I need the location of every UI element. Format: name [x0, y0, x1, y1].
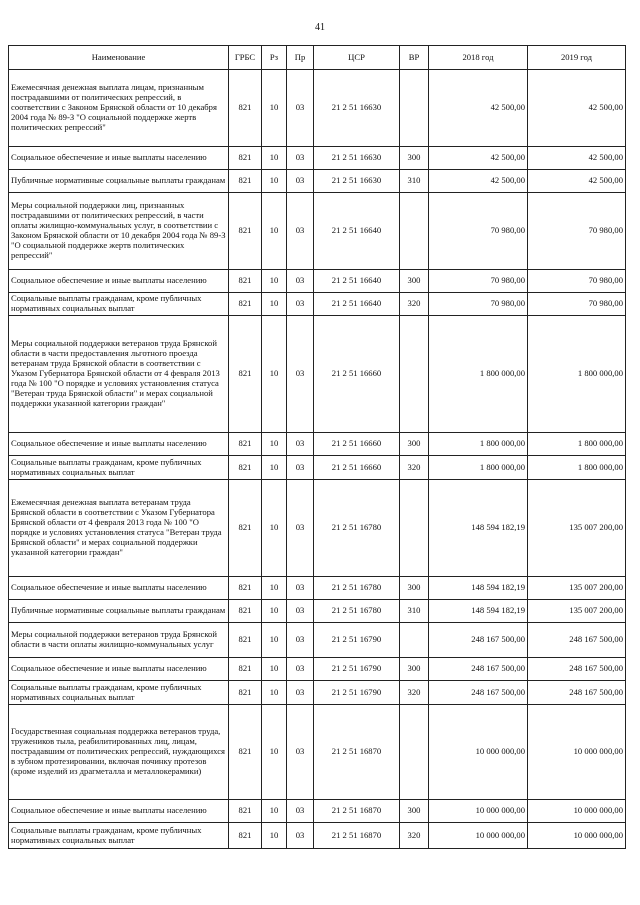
cell-name: Социальные выплаты гражданам, кроме публичных нормативных социальных выплат [9, 293, 229, 316]
cell-2019: 135 007 200,00 [528, 600, 626, 623]
cell-name: Ежемесячная денежная выплата ветеранам труда Брянской области в соответствии с Указом Губернатора Брянской области от 4 февраля 2013 года № 100 "О порядке и условиях установления статуса "Ветеран труда Брянской области" и мерах социальной поддержки указанной категории граждан" [9, 480, 229, 577]
cell-grbs: 821 [229, 705, 262, 800]
cell-grbs: 821 [229, 316, 262, 433]
cell-rz: 10 [262, 658, 287, 681]
cell-2018: 148 594 182,19 [429, 600, 528, 623]
table-row [9, 170, 626, 193]
cell-rz: 10 [262, 480, 287, 577]
cell-name: Социальное обеспечение и иные выплаты населению [9, 270, 229, 293]
cell-2019: 1 800 000,00 [528, 433, 626, 456]
header-grbs: ГРБС [229, 46, 262, 70]
cell-rz: 10 [262, 70, 287, 147]
cell-grbs: 821 [229, 193, 262, 270]
cell-2019: 70 980,00 [528, 293, 626, 316]
cell-vr: 300 [400, 577, 429, 600]
cell-2018: 10 000 000,00 [429, 823, 528, 849]
header-csr: ЦСР [314, 46, 400, 70]
table-header-row [9, 46, 626, 70]
cell-csr: 21 2 51 16780 [314, 600, 400, 623]
cell-rz: 10 [262, 270, 287, 293]
cell-vr: 310 [400, 600, 429, 623]
table-row [9, 293, 626, 316]
table-row [9, 600, 626, 623]
cell-pr: 03 [287, 600, 314, 623]
cell-pr: 03 [287, 577, 314, 600]
cell-rz: 10 [262, 316, 287, 433]
cell-grbs: 821 [229, 147, 262, 170]
cell-name: Публичные нормативные социальные выплаты гражданам [9, 170, 229, 193]
cell-grbs: 821 [229, 480, 262, 577]
cell-rz: 10 [262, 800, 287, 823]
cell-pr: 03 [287, 293, 314, 316]
cell-csr: 21 2 51 16780 [314, 480, 400, 577]
cell-grbs: 821 [229, 170, 262, 193]
cell-vr: 320 [400, 681, 429, 705]
cell-grbs: 821 [229, 823, 262, 849]
cell-csr: 21 2 51 16630 [314, 70, 400, 147]
cell-2018: 248 167 500,00 [429, 658, 528, 681]
page-number: 41 [315, 22, 325, 33]
cell-pr: 03 [287, 170, 314, 193]
cell-2018: 248 167 500,00 [429, 623, 528, 658]
table-row [9, 433, 626, 456]
cell-csr: 21 2 51 16790 [314, 623, 400, 658]
cell-name: Социальное обеспечение и иные выплаты населению [9, 147, 229, 170]
cell-vr: 300 [400, 147, 429, 170]
cell-pr: 03 [287, 147, 314, 170]
cell-rz: 10 [262, 623, 287, 658]
table-row [9, 705, 626, 800]
cell-2018: 148 594 182,19 [429, 577, 528, 600]
cell-vr: 300 [400, 433, 429, 456]
cell-vr: 310 [400, 170, 429, 193]
table-row [9, 623, 626, 658]
table-row [9, 577, 626, 600]
cell-2018: 42 500,00 [429, 147, 528, 170]
table-row [9, 480, 626, 577]
cell-vr [400, 623, 429, 658]
table-row [9, 456, 626, 480]
cell-vr: 320 [400, 823, 429, 849]
cell-vr: 300 [400, 270, 429, 293]
cell-name: Социальное обеспечение и иные выплаты населению [9, 433, 229, 456]
cell-2018: 10 000 000,00 [429, 705, 528, 800]
cell-2019: 42 500,00 [528, 147, 626, 170]
cell-2018: 148 594 182,19 [429, 480, 528, 577]
cell-csr: 21 2 51 16780 [314, 577, 400, 600]
cell-pr: 03 [287, 480, 314, 577]
cell-2019: 70 980,00 [528, 270, 626, 293]
table-row [9, 193, 626, 270]
cell-name: Социальное обеспечение и иные выплаты населению [9, 800, 229, 823]
table-row [9, 316, 626, 433]
cell-csr: 21 2 51 16660 [314, 316, 400, 433]
cell-csr: 21 2 51 16660 [314, 433, 400, 456]
cell-2019: 135 007 200,00 [528, 577, 626, 600]
cell-csr: 21 2 51 16640 [314, 193, 400, 270]
table-row [9, 823, 626, 849]
cell-name: Меры социальной поддержки ветеранов труда Брянской области в части предоставления льготного проезда ветеранам труда Брянской области в соответствии с Указом Губернатора Брянской области от 4 февраля 2013 года № 100 "О порядке и условиях установления статуса "Ветеран труда Брянской области" и мерах социальной поддержки указанной категории граждан" [9, 316, 229, 433]
table-row [9, 681, 626, 705]
cell-csr: 21 2 51 16660 [314, 456, 400, 480]
cell-2018: 10 000 000,00 [429, 800, 528, 823]
cell-pr: 03 [287, 800, 314, 823]
cell-name: Социальное обеспечение и иные выплаты населению [9, 658, 229, 681]
cell-pr: 03 [287, 316, 314, 433]
cell-2019: 1 800 000,00 [528, 456, 626, 480]
header-pr: Пр [287, 46, 314, 70]
cell-pr: 03 [287, 456, 314, 480]
cell-rz: 10 [262, 147, 287, 170]
cell-2019: 248 167 500,00 [528, 658, 626, 681]
cell-grbs: 821 [229, 681, 262, 705]
cell-vr [400, 70, 429, 147]
cell-name: Ежемесячная денежная выплата лицам, признанным пострадавшими от политических репрессий, в соответствии с Законом Брянской области от 10 декабря 2004 года № 89-З "О социальной поддержке жертв политических репрессий" [9, 70, 229, 147]
cell-csr: 21 2 51 16870 [314, 705, 400, 800]
cell-2019: 70 980,00 [528, 193, 626, 270]
cell-2019: 248 167 500,00 [528, 681, 626, 705]
cell-vr [400, 316, 429, 433]
cell-vr: 320 [400, 293, 429, 316]
cell-csr: 21 2 51 16630 [314, 170, 400, 193]
cell-2019: 42 500,00 [528, 70, 626, 147]
cell-name: Меры социальной поддержки лиц, признанных пострадавшими от политических репрессий, в части оплаты жилищно-коммунальных услуг, в соответствии с Законом Брянской области от 10 декабря 2004 года № 89-З "О социальной поддержке жертв политических репрессий" [9, 193, 229, 270]
cell-2018: 248 167 500,00 [429, 681, 528, 705]
cell-pr: 03 [287, 193, 314, 270]
cell-rz: 10 [262, 293, 287, 316]
budget-table [8, 45, 626, 849]
cell-vr [400, 705, 429, 800]
cell-rz: 10 [262, 456, 287, 480]
cell-2018: 1 800 000,00 [429, 316, 528, 433]
cell-vr [400, 480, 429, 577]
cell-grbs: 821 [229, 293, 262, 316]
cell-csr: 21 2 51 16640 [314, 270, 400, 293]
cell-grbs: 821 [229, 577, 262, 600]
cell-csr: 21 2 51 16870 [314, 823, 400, 849]
cell-2019: 248 167 500,00 [528, 623, 626, 658]
cell-rz: 10 [262, 705, 287, 800]
cell-2019: 1 800 000,00 [528, 316, 626, 433]
cell-vr: 320 [400, 456, 429, 480]
table-row [9, 800, 626, 823]
table-row [9, 658, 626, 681]
cell-rz: 10 [262, 170, 287, 193]
cell-2018: 70 980,00 [429, 293, 528, 316]
header-name: Наименование [9, 46, 229, 70]
table-row [9, 270, 626, 293]
cell-grbs: 821 [229, 270, 262, 293]
cell-pr: 03 [287, 658, 314, 681]
cell-pr: 03 [287, 705, 314, 800]
cell-name: Меры социальной поддержки ветеранов труда Брянской области в части оплаты жилищно-коммунальных услуг [9, 623, 229, 658]
cell-name: Государственная социальная поддержка ветеранов труда, тружеников тыла, реабилитированных лиц, лицам, пострадавшим от политических репрессий, нуждающихся в зубном протезировании, включая починку протезов (кроме изделий из драгметалла и металлокерамики) [9, 705, 229, 800]
cell-name: Социальные выплаты гражданам, кроме публичных нормативных социальных выплат [9, 823, 229, 849]
cell-2018: 42 500,00 [429, 70, 528, 147]
cell-2019: 10 000 000,00 [528, 823, 626, 849]
header-2019: 2019 год [528, 46, 626, 70]
cell-vr: 300 [400, 800, 429, 823]
cell-pr: 03 [287, 70, 314, 147]
cell-pr: 03 [287, 823, 314, 849]
cell-rz: 10 [262, 823, 287, 849]
cell-2018: 42 500,00 [429, 170, 528, 193]
cell-grbs: 821 [229, 456, 262, 480]
cell-2019: 10 000 000,00 [528, 800, 626, 823]
cell-rz: 10 [262, 433, 287, 456]
cell-grbs: 821 [229, 433, 262, 456]
cell-pr: 03 [287, 433, 314, 456]
cell-vr: 300 [400, 658, 429, 681]
cell-name: Социальное обеспечение и иные выплаты населению [9, 577, 229, 600]
cell-csr: 21 2 51 16790 [314, 658, 400, 681]
cell-2019: 10 000 000,00 [528, 705, 626, 800]
cell-2019: 135 007 200,00 [528, 480, 626, 577]
cell-csr: 21 2 51 16630 [314, 147, 400, 170]
cell-rz: 10 [262, 681, 287, 705]
table-row [9, 147, 626, 170]
cell-pr: 03 [287, 681, 314, 705]
cell-rz: 10 [262, 193, 287, 270]
header-rz: Рз [262, 46, 287, 70]
cell-rz: 10 [262, 577, 287, 600]
cell-pr: 03 [287, 623, 314, 658]
cell-name: Социальные выплаты гражданам, кроме публичных нормативных социальных выплат [9, 681, 229, 705]
cell-grbs: 821 [229, 70, 262, 147]
cell-grbs: 821 [229, 658, 262, 681]
cell-name: Публичные нормативные социальные выплаты гражданам [9, 600, 229, 623]
cell-2018: 70 980,00 [429, 270, 528, 293]
cell-csr: 21 2 51 16790 [314, 681, 400, 705]
cell-grbs: 821 [229, 800, 262, 823]
cell-csr: 21 2 51 16640 [314, 293, 400, 316]
cell-csr: 21 2 51 16870 [314, 800, 400, 823]
cell-grbs: 821 [229, 600, 262, 623]
header-vr: ВР [400, 46, 429, 70]
cell-vr [400, 193, 429, 270]
cell-grbs: 821 [229, 623, 262, 658]
cell-2018: 1 800 000,00 [429, 433, 528, 456]
header-2018: 2018 год [429, 46, 528, 70]
cell-2018: 70 980,00 [429, 193, 528, 270]
cell-2019: 42 500,00 [528, 170, 626, 193]
cell-name: Социальные выплаты гражданам, кроме публичных нормативных социальных выплат [9, 456, 229, 480]
cell-2018: 1 800 000,00 [429, 456, 528, 480]
cell-pr: 03 [287, 270, 314, 293]
cell-rz: 10 [262, 600, 287, 623]
table-row [9, 70, 626, 147]
